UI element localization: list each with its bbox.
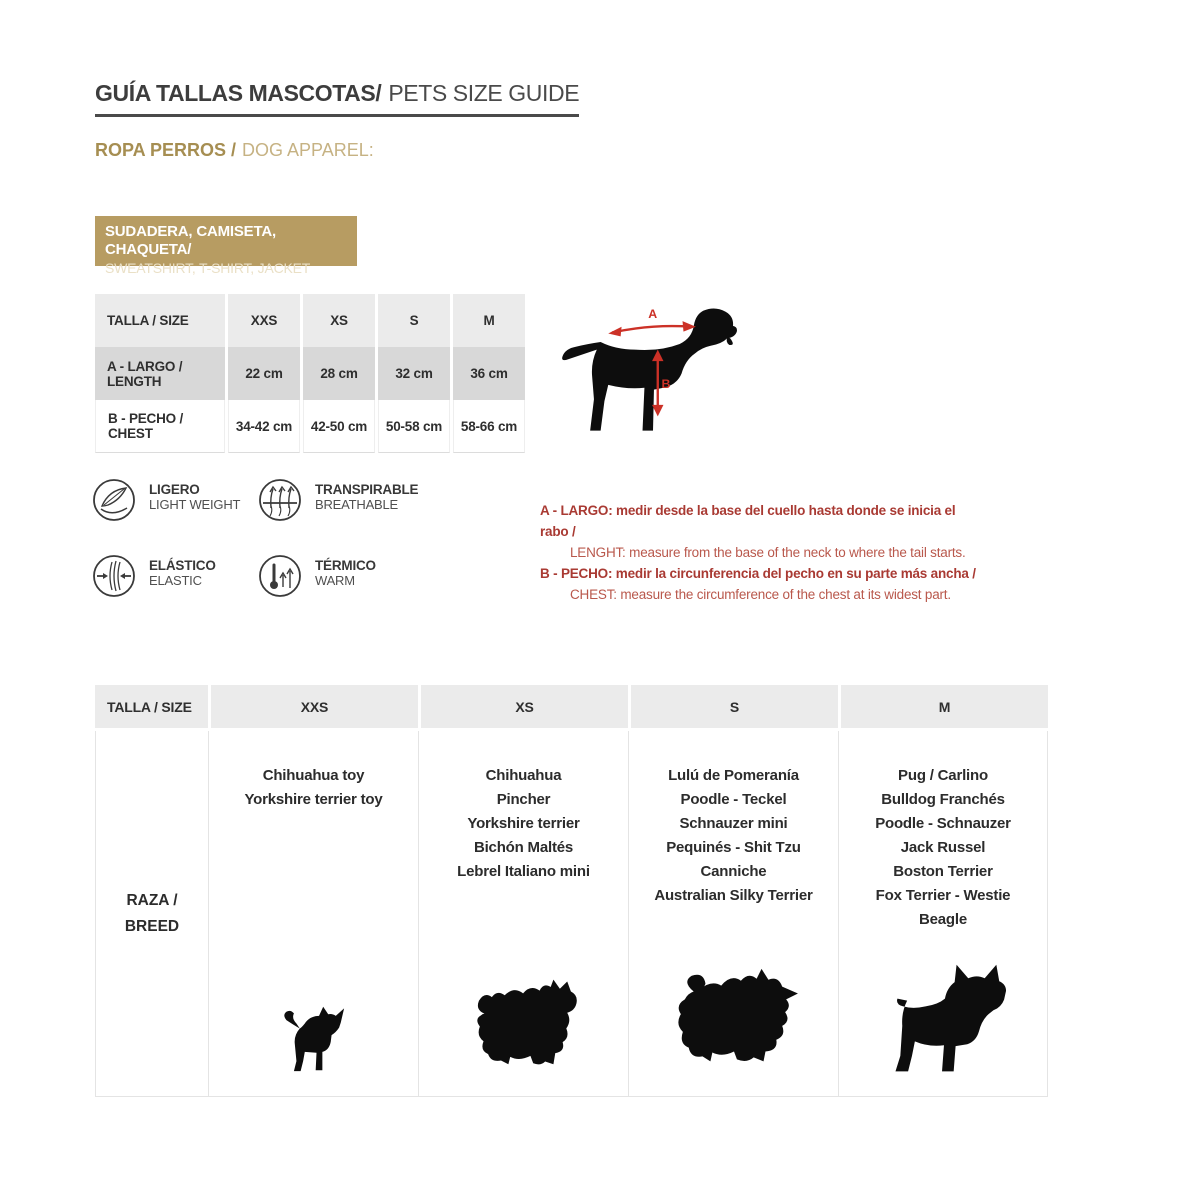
breed-item: Jack Russel <box>900 839 986 856</box>
breed-item: Beagle <box>919 911 967 928</box>
chihuahua-silhouette-icon <box>268 991 360 1076</box>
elastic-icon <box>92 554 136 598</box>
size-table-header-cell: S <box>378 294 450 347</box>
breed-item: Boston Terrier <box>893 863 993 880</box>
subtitle-en: DOG APPAREL: <box>242 140 374 160</box>
breed-item: Lebrel Italiano mini <box>457 863 590 880</box>
subtitle-es: ROPA PERROS / <box>95 140 237 160</box>
breathable-icon <box>258 478 302 522</box>
instruction-b-en: CHEST: measure the circumference of the chest at its widest part. <box>570 587 951 602</box>
breed-column-xxs <box>209 731 419 1097</box>
breed-list <box>209 731 418 812</box>
feature-subtitle: ELASTIC <box>149 573 202 588</box>
breed-item: Bulldog Franchés <box>881 791 1005 808</box>
category-banner-en: SWEATSHIRT, T-SHIRT, JACKET <box>105 260 311 276</box>
breed-column-m <box>839 731 1048 1097</box>
breed-item: Fox Terrier - Westie <box>875 887 1011 904</box>
breed-row-label-es: RAZA / <box>126 891 178 909</box>
breed-item: Poodle - Teckel <box>680 791 787 808</box>
labrador-silhouette-icon <box>553 298 753 448</box>
feature-subtitle: BREATHABLE <box>315 497 399 512</box>
breed-table-header-cell: TALLA / SIZE <box>95 685 208 728</box>
feature-title: TRANSPIRABLE <box>315 482 419 497</box>
measure-diagram <box>553 298 753 448</box>
breed-item: Chihuahua toy <box>262 767 365 784</box>
page-title-en: PETS SIZE GUIDE <box>388 80 580 106</box>
yorkshire-silhouette-icon <box>463 975 585 1078</box>
feature-elastic <box>92 554 216 598</box>
breed-table-header-cell: M <box>841 685 1048 728</box>
breed-list <box>839 731 1047 932</box>
size-table-row-label: A - LARGO / LENGTH <box>95 347 225 400</box>
breed-item: Australian Silky Terrier <box>654 887 813 904</box>
breed-item: Pug / Carlino <box>898 767 988 784</box>
size-table-cell: 50-58 cm <box>378 400 450 453</box>
page-title <box>95 80 579 117</box>
french-bulldog-silhouette-icon <box>869 956 1017 1084</box>
size-table-cell: 42-50 cm <box>303 400 375 453</box>
breed-item: Pequinés - Shit Tzu <box>666 839 801 856</box>
size-table-header-cell: XXS <box>228 294 300 347</box>
breed-table-header <box>95 685 1048 728</box>
breed-item: Bichón Maltés <box>473 839 574 856</box>
size-table-cell: 36 cm <box>453 347 525 400</box>
size-table <box>95 294 525 453</box>
breed-item: Chihuahua <box>485 767 562 784</box>
size-table-row-label: B - PECHO / CHEST <box>95 400 225 453</box>
feature-subtitle: WARM <box>315 573 355 588</box>
feature-warm <box>258 554 376 598</box>
measure-arrow-a <box>608 307 696 336</box>
breed-item: Canniche <box>700 863 767 880</box>
breed-list <box>629 731 838 908</box>
breed-table-header-cell: XS <box>421 685 628 728</box>
breed-item: Yorkshire terrier <box>467 815 580 832</box>
instruction-a-es: A - LARGO: medir desde la base del cuello hasta donde se inicia el rabo / <box>540 503 956 539</box>
breed-item: Lulú de Pomeranía <box>668 767 799 784</box>
size-table-cell: 58-66 cm <box>453 400 525 453</box>
breed-table-header-cell: XXS <box>211 685 418 728</box>
feature-subtitle: LIGHT WEIGHT <box>149 497 241 512</box>
thermometer-icon <box>258 554 302 598</box>
breed-row-label <box>95 731 209 1097</box>
breed-column-s <box>629 731 839 1097</box>
svg-text:B: B <box>661 376 671 391</box>
breed-column-xs <box>419 731 629 1097</box>
size-table-cell: 28 cm <box>303 347 375 400</box>
feature-breathable <box>258 478 418 522</box>
size-table-cell: 32 cm <box>378 347 450 400</box>
size-table-header-cell: TALLA / SIZE <box>95 294 225 347</box>
instruction-a-en: LENGHT: measure from the base of the neck to where the tail starts. <box>570 545 966 560</box>
breed-list <box>419 731 628 884</box>
category-banner-es: SUDADERA, CAMISETA, CHAQUETA/ <box>105 223 276 258</box>
size-table-cell: 34-42 cm <box>228 400 300 453</box>
svg-text:A: A <box>648 307 658 322</box>
breed-row-label-en: BREED <box>124 917 180 935</box>
size-table-header-cell: M <box>453 294 525 347</box>
feature-lightweight <box>92 478 240 522</box>
feature-title: LIGERO <box>149 482 200 497</box>
instruction-b-es: B - PECHO: medir la circunferencia del pecho en su parte más ancha / <box>540 566 976 581</box>
size-table-cell: 22 cm <box>228 347 300 400</box>
category-banner <box>95 216 357 276</box>
breed-item: Yorkshire terrier toy <box>244 791 383 808</box>
pomeranian-silhouette-icon <box>659 962 809 1082</box>
breed-item: Schnauzer mini <box>679 815 788 832</box>
feature-title: ELÁSTICO <box>149 558 216 573</box>
breed-item: Pincher <box>496 791 551 808</box>
breed-item: Poodle - Schnauzer <box>875 815 1011 832</box>
page-title-es: GUÍA TALLAS MASCOTAS/ <box>95 80 382 106</box>
feature-title: TÉRMICO <box>315 558 376 573</box>
breed-table-body <box>95 731 1048 1097</box>
breed-table-header-cell: S <box>631 685 838 728</box>
feather-hand-icon <box>92 478 136 522</box>
section-subtitle <box>95 140 374 161</box>
measuring-instructions <box>540 500 980 605</box>
size-table-header-cell: XS <box>303 294 375 347</box>
